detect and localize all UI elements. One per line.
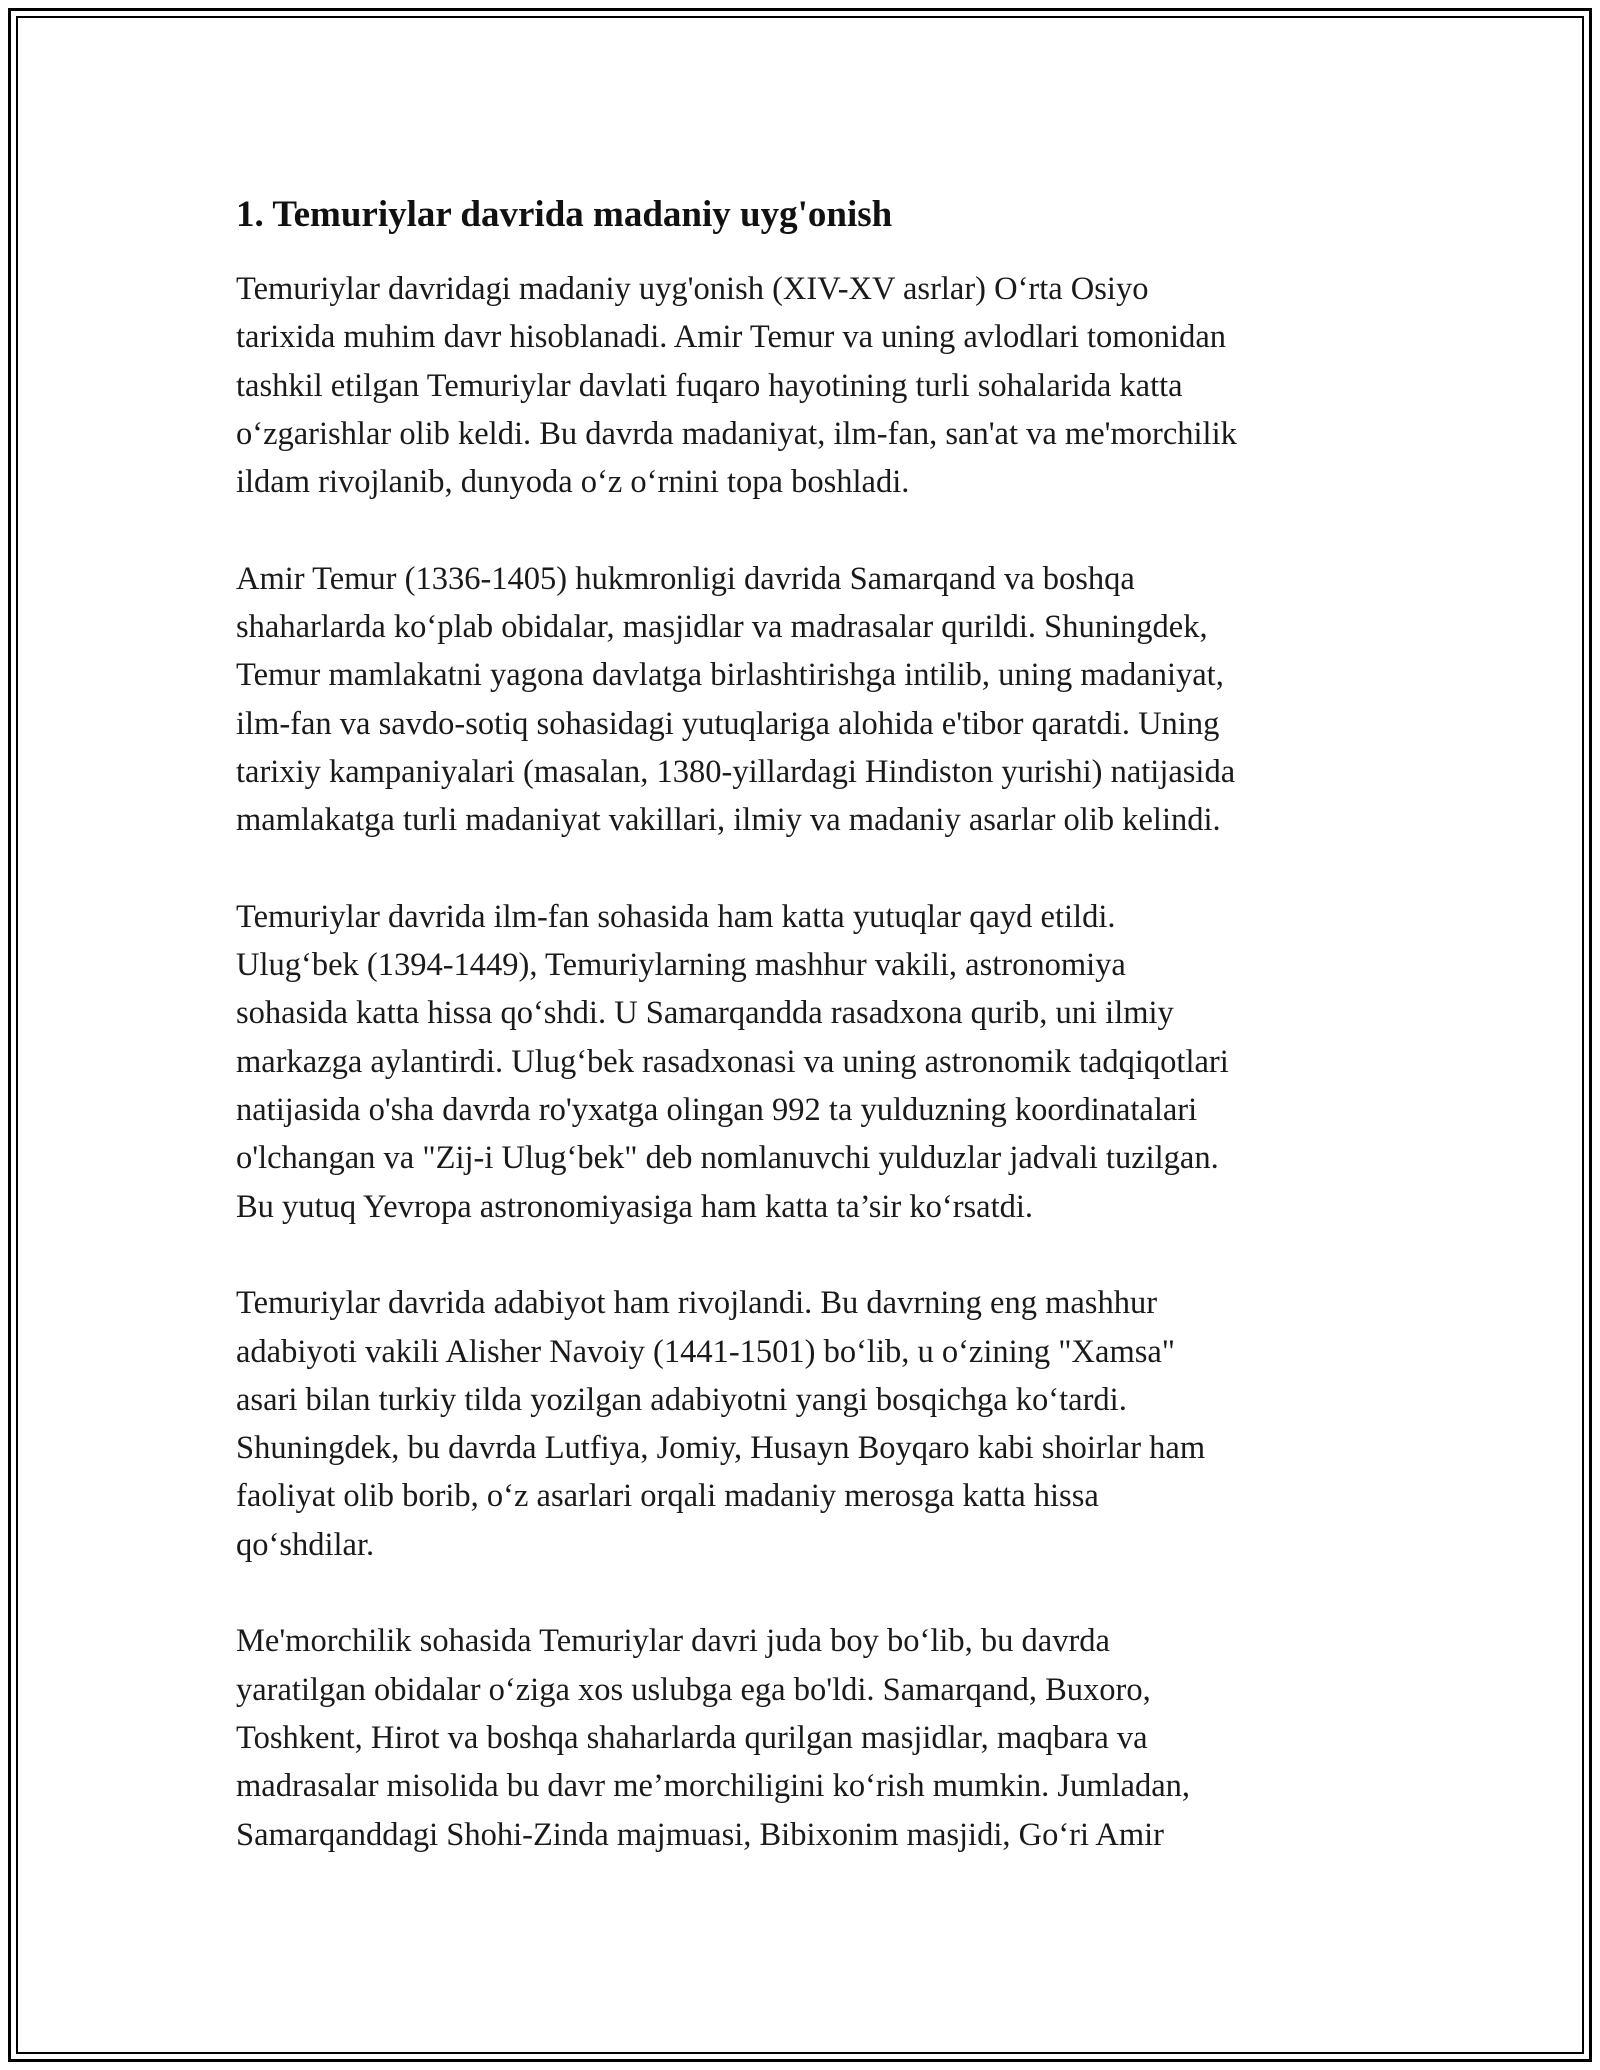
paragraph	[236, 555, 1386, 845]
text-line: Amir Temur (1336-1405) hukmronligi davrida Samarqand va boshqa	[236, 560, 1135, 597]
paragraph	[236, 893, 1386, 1231]
text-line: Temuriylar davrida ilm-fan sohasida ham katta yutuqlar qayd etildi.	[236, 898, 1116, 935]
paragraph-list	[236, 265, 1386, 1859]
paragraph	[236, 1279, 1386, 1569]
text-line: natijasida o'sha davrda ro'yxatga olingan 992 ta yulduzning koordinatalari	[236, 1092, 1198, 1129]
text-line: sohasida katta hissa qo‘shdi. U Samarqandda rasadxona qurib, uni ilmiy	[236, 995, 1174, 1032]
text-line: markazga aylantirdi. Ulug‘bek rasadxonasi va uning astronomik tadqiqotlari	[236, 1043, 1229, 1080]
paragraph	[236, 1617, 1386, 1858]
text-line: tarixida muhim davr hisoblanadi. Amir Temur va uning avlodlari tomonidan	[236, 319, 1226, 356]
text-line: Ulug‘bek (1394-1449), Temuriylarning mashhur vakili, astronomiya	[236, 947, 1126, 984]
text-line: ilm-fan va savdo-sotiq sohasidagi yutuqlariga alohida e'tibor qaratdi. Uning	[236, 705, 1220, 742]
text-line: tashkil etilgan Temuriylar davlati fuqaro hayotining turli sohalarida katta	[236, 367, 1183, 404]
document-body	[236, 185, 1386, 1907]
text-line: Me'morchilik sohasida Temuriylar davri juda boy bo‘lib, bu davrda	[236, 1623, 1110, 1660]
text-line: yaratilgan obidalar o‘ziga xos uslubga ega bo'ldi. Samarqand, Buxoro,	[236, 1671, 1151, 1708]
text-line: Temur mamlakatni yagona davlatga birlashtirishga intilib, uning madaniyat,	[236, 657, 1224, 694]
text-line: o‘zgarishlar olib keldi. Bu davrda madaniyat, ilm-fan, san'at va me'morchilik	[236, 415, 1237, 452]
paragraph	[236, 265, 1386, 506]
text-line: Temuriylar davridagi madaniy uyg'onish (XIV-XV asrlar) O‘rta Osiyo	[236, 271, 1149, 307]
text-line: mamlakatga turli madaniyat vakillari, ilmiy va madaniy asarlar olib kelindi.	[236, 802, 1221, 839]
text-line: faoliyat olib borib, o‘z asarlari orqali madaniy merosga katta hissa	[236, 1478, 1099, 1515]
text-line: Samarqanddagi Shohi-Zinda majmuasi, Bibixonim masjidi, Go‘ri Amir	[236, 1816, 1164, 1853]
text-line: Shuningdek, bu davrda Lutfiya, Jomiy, Husayn Boyqaro kabi shoirlar ham	[236, 1430, 1206, 1467]
text-line: tarixiy kampaniyalari (masalan, 1380-yillardagi Hindiston yurishi) natijasida	[236, 753, 1236, 790]
text-line: shaharlarda ko‘plab obidalar, masjidlar va madrasalar qurildi. Shuningdek,	[236, 609, 1208, 646]
text-line: Toshkent, Hirot va boshqa shaharlarda qurilgan masjidlar, maqbara va	[236, 1719, 1148, 1756]
text-line: ildam rivojlanib, dunyoda o‘z o‘rnini topa boshladi.	[236, 464, 910, 501]
text-line: o'lchangan va "Zij-i Ulug‘bek" deb nomlanuvchi yulduzlar jadvali tuzilgan.	[236, 1140, 1219, 1177]
text-line: adabiyoti vakili Alisher Navoiy (1441-1501) bo‘lib, u o‘zining "Xamsa"	[236, 1333, 1176, 1370]
text-line: asari bilan turkiy tilda yozilgan adabiyotni yangi bosqichga ko‘tardi.	[236, 1381, 1127, 1418]
text-line: madrasalar misolida bu davr me’morchiligini ko‘rish mumkin. Jumladan,	[236, 1768, 1191, 1805]
text-line: qo‘shdilar.	[236, 1526, 375, 1563]
section-heading: 1. Temuriylar davrida madaniy uyg'onish	[236, 194, 893, 235]
text-line: Bu yutuq Yevropa astronomiyasiga ham katta ta’sir ko‘rsatdi.	[236, 1188, 1034, 1225]
text-line: Temuriylar davrida adabiyot ham rivojlandi. Bu davrning eng mashhur	[236, 1285, 1158, 1322]
